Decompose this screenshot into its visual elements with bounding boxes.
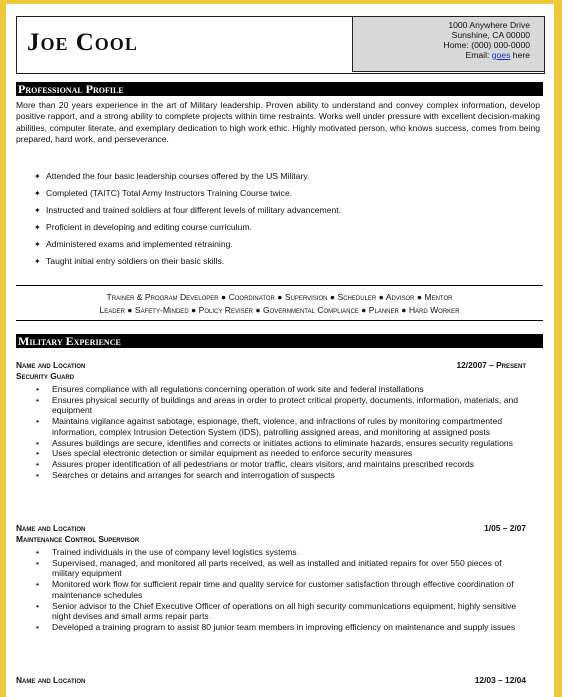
email-line	[353, 50, 530, 60]
duty-item: • Uses special electronic detection or similar equipment as needed to enforce security measures	[36, 448, 531, 459]
duty-item: • Monitored work flow for sufficient repair time and quality service for customer satisfaction through effective coordination of maintenance schedules	[36, 579, 531, 600]
highlight-item: ✦ Administered exams and implemented retraining.	[34, 236, 514, 253]
skills-top-rule	[16, 285, 543, 286]
star-bullet-icon: ✦	[34, 240, 41, 249]
star-bullet-icon: ✦	[34, 172, 41, 181]
address-line-2: Sunshine, CA 00000	[451, 30, 530, 40]
duty-item: • Maintains vigilance against sabotage, espionage, theft, violence, and infractions of rules by monitoring compartmented information, complex Intrusion Detection System (IDS), patrolling assigned areas, and monitoring at assigned posts	[36, 416, 531, 437]
star-bullet-icon: ✦	[34, 223, 41, 232]
job-1-location: Name and Location	[16, 360, 86, 370]
job-1-role: Security Guard	[16, 370, 75, 381]
star-bullet-icon: ✦	[34, 189, 41, 198]
candidate-name: Joe Cool	[27, 29, 138, 56]
home-phone: Home: (000) 000-0000	[443, 40, 530, 50]
email-suffix: here	[512, 50, 530, 60]
duty-item: • Supervised, managed, and monitored all parts received, as well as installed and initiated repairs for over 550 pieces of military equipment	[36, 558, 531, 579]
profile-highlights	[34, 168, 514, 270]
job-2-header	[16, 523, 526, 544]
highlight-item: ✦ Taught initial entry soldiers on their basic skills.	[34, 253, 514, 270]
job-2-dates: 1/05 – 2/07	[484, 523, 526, 533]
duty-item: • Developed a training program to assist 80 junior team members in improving efficiency on maintenance and supply issues	[36, 622, 531, 633]
job-3-location: Name and Location	[16, 675, 86, 685]
duty-item: • Ensures compliance with all regulations concerning operation of work site and federal installations	[36, 384, 531, 395]
star-bullet-icon: ✦	[34, 257, 41, 266]
duty-item: • Senior advisor to the Chief Executive Officer of operations on all high security communications equipment, highly sensitive night devises and small arms repair parts	[36, 601, 531, 622]
job-3-header	[16, 675, 526, 686]
resume-header	[16, 16, 545, 74]
profile-summary: More than 20 years experience in the art of Military leadership. Proven ability to understand and convey complex information, develop positive rapport, and a strong ability to complete projects within time restraints. Works well under pressure with excellent decision-making abilities, computer literate, and exemplary dedication to high work ethic. Highly motivated person, who knows success, comes from being prepared, hard work, and perseverance.	[16, 100, 540, 144]
job-3-dates: 12/03 – 12/04	[474, 675, 526, 685]
highlight-item: ✦ Instructed and trained soldiers at four different levels of military advancement.	[34, 202, 514, 219]
resume-page	[6, 4, 554, 697]
experience-section-title: Military Experience	[16, 334, 543, 348]
duty-item: • Searches or detains and arranges for search and interrogation of suspects	[36, 470, 531, 481]
skills-list	[16, 291, 543, 316]
email-label: Email:	[465, 50, 490, 60]
skills-line-2: Leader ● Safety-Minded ● Policy Reviser ● Governmental Compliance ● Planner ● Hard Worker	[99, 304, 460, 315]
highlight-item: ✦ Proficient in developing and editing course curriculum.	[34, 219, 514, 236]
job-1-dates: 12/2007 – Present	[456, 360, 526, 370]
email-link[interactable]: goes	[491, 50, 511, 60]
job-2-role: Maintenance Control Supervisor	[16, 533, 140, 544]
profile-section-title: Professional Profile	[16, 82, 543, 96]
job-2-location: Name and Location	[16, 523, 86, 533]
duty-item: • Trained individuals in the use of company level logistics systems	[36, 547, 531, 558]
star-bullet-icon: ✦	[34, 206, 41, 215]
duty-item: • Assures buildings are secure, identifies and corrects or initiates actions to eliminate hazards, ensures security regulations	[36, 438, 531, 449]
address-line-1: 1000 Anywhere Drive	[448, 20, 530, 30]
job-1-duties	[36, 384, 531, 480]
skills-bottom-rule	[16, 320, 543, 321]
job-1-header	[16, 360, 526, 381]
contact-box	[352, 16, 545, 72]
highlight-item: ✦ Completed (TAITC) Total Army Instructors Training Course twice.	[34, 185, 514, 202]
skills-line-1: Trainer & Program Developer ● Coordinator ● Supervision ● Scheduler ● Advisor ● Mentor	[106, 292, 453, 302]
job-2-duties	[36, 547, 531, 633]
duty-item: • Assures proper identification of all pedestrians or motor traffic, clears visitors, and maintains prescribed records	[36, 459, 531, 470]
duty-item: • Ensures physical security of buildings and areas in order to protect critical property, documents, information, materials, and equipment	[36, 395, 531, 416]
highlight-item: ✦ Attended the four basic leadership courses offered by the US Military.	[34, 168, 514, 185]
